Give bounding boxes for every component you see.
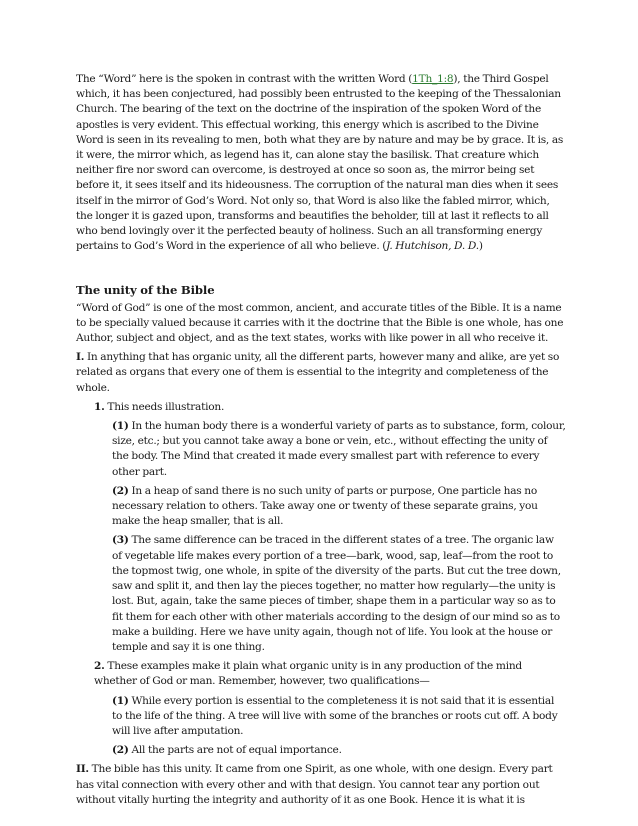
- sub-point-1-number: 1.: [94, 400, 105, 413]
- attribution-close: ): [478, 240, 483, 253]
- sub-point-1-text: This needs illustration.: [104, 400, 225, 413]
- intro-text-body: ), the Third Gospel which, it has been conjectured, had possibly been entrusted to the keeping of the Thessalonian Church. The bearing of the text on the doctrine of the inspiration of the spoken Word of the apostles is very evident. This effectual working, this energy which is ascribed to the Divine Word is seen in its revealing to men, both what they are by nature and may be by grace. It is, as it were, the mirror which, as legend has it, can alone stay the basilisk. That creature which neither fire nor sword can overcome, is destroyed at once so soon as, the mirror being set before it, it sees itself and its hideousness. The corruption of the natural man dies when it sees itself in the mirror of God’s Word. Not only so, that Word is also like the fabled mirror, which, the longer it is gazed upon, transforms and beautifies the beholder, till at last it reflects to all who bend lovingly over it the perfected beauty of holiness. Such an all transforming energy pertains to God’s Word in the experience of all who believe. (: [76, 73, 564, 253]
- point-2: [76, 762, 566, 808]
- point-1-text: In anything that has organic unity, all the different parts, however many and alike, are yet so related as organs that every one of them is essential to the integrity and completeness of the whole.: [76, 351, 560, 394]
- sub-item-number: (1): [112, 420, 129, 433]
- sub-item-text: In the human body there is a wonderful variety of parts as to substance, form, colour, size, etc.; but you cannot take away a bone or vein, etc., without effecting the unity of the body. The Mind that created it made every smallest part with reference to every other part.: [112, 420, 566, 478]
- sub-point-2-text: These examples make it plain what organic unity is in any production of the mind whether of God or man. Remember, however, two qualifications—: [94, 660, 522, 688]
- intro-paragraph: [76, 72, 566, 254]
- sub-item-number: (2): [112, 744, 129, 757]
- attribution: J. Hutchison, D. D.: [386, 240, 479, 253]
- section-heading: The unity of the Bible: [76, 283, 215, 298]
- point-2-text: The bible has this unity. It came from one Spirit, as one whole, with one design. Every part has vital connection with every other and with that design. You cannot tear any portion out without vitally hurting the integrity and authority of it as one Book. Hence it is what it is: [76, 763, 553, 806]
- sub-point-2: [94, 659, 566, 689]
- sub-item-text: All the parts are not of equal importance.: [128, 744, 342, 757]
- sub-item-2-1: [112, 694, 566, 740]
- sub-item-2-2: [112, 743, 566, 758]
- point-2-number: II.: [76, 763, 89, 776]
- sub-item-number: (2): [112, 484, 129, 497]
- section-opening-paragraph: “Word of God” is one of the most common, ancient, and accurate titles of the Bible. It is a name to be specially valued because it carries with it the doctrine that the Bible is one whole, has one Author, subject and object, and as the text states, works with like power in all who receive it.: [76, 301, 564, 345]
- sub-point-1: [94, 400, 566, 415]
- sub-item-number: (1): [112, 694, 129, 707]
- sub-item-1-1: [112, 419, 566, 480]
- sub-item-text: The same difference can be traced in the different states of a tree. The organic law of vegetable life makes every portion of a tree—bark, wood, sap, leaf—from the root to the topmost twig, one whole, in spite of the diversity of the parts. But cut the tree down, saw and split it, and then lay the pieces together, no matter how regularly—the unity is lost. But, again, take the same pieces of timber, shape them in a particular way so as to fit them for each other with other materials according to the design of our mind so as to make a building. Here we have unity again, though not of life. You look at the house or temple and say it is one thing.: [112, 534, 561, 653]
- intro-text-start: The “Word” here is the spoken in contrast with the written Word (: [76, 73, 413, 85]
- sub-item-number: (3): [112, 534, 129, 547]
- sub-item-text: In a heap of sand there is no such unity of parts or purpose, One particle has no necessary relation to others. Take away one or twenty of these separate grains, you make the heap smaller, that is all.: [112, 484, 538, 528]
- point-1: [76, 350, 566, 396]
- sub-item-1-3: [112, 533, 566, 655]
- sub-point-2-number: 2.: [94, 660, 105, 673]
- sub-item-text: While every portion is essential to the completeness it is not said that it is essential to the life of the thing. A tree will live with some of the branches or roots cut off. A body will live after amputation.: [112, 694, 558, 737]
- document-page: [76, 72, 566, 808]
- point-1-number: I.: [76, 351, 85, 364]
- scripture-reference-link[interactable]: 1Th_1:8: [412, 73, 454, 85]
- sub-item-1-2: [112, 484, 566, 530]
